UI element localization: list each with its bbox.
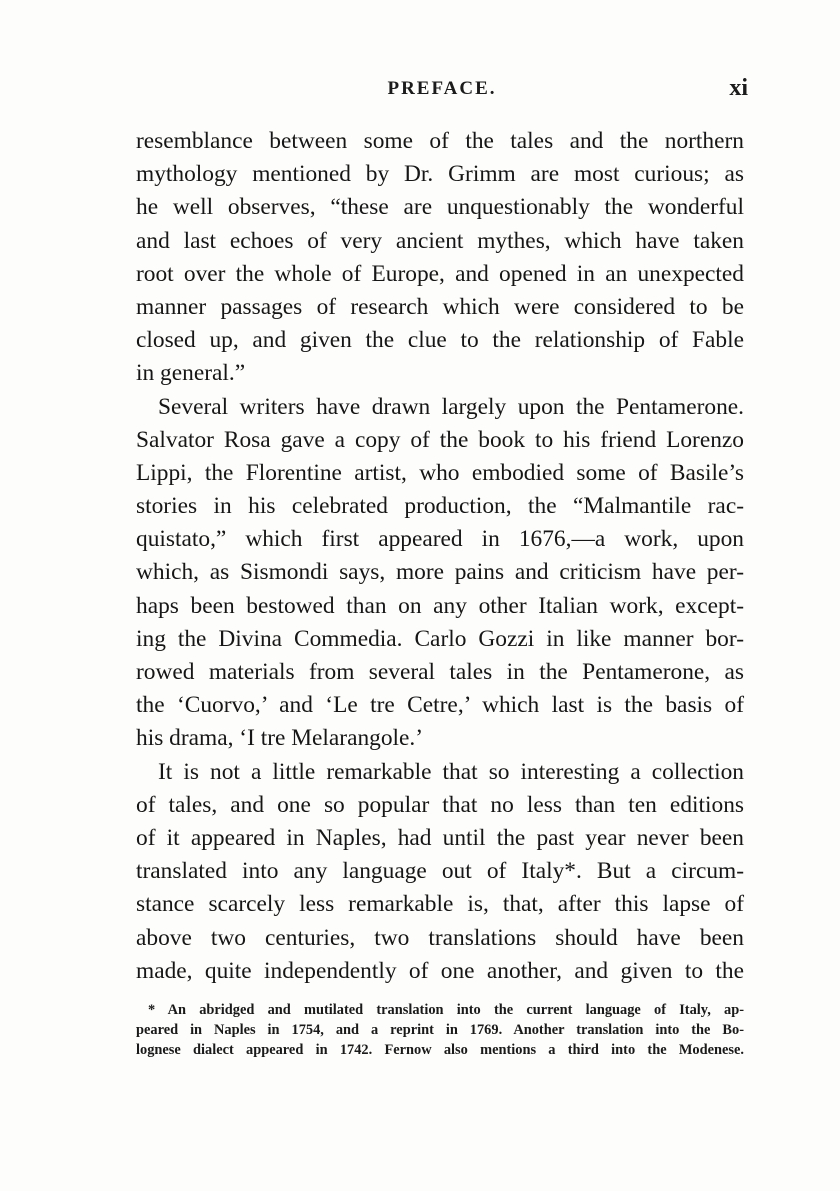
text-line: stance scarcely less remarkable is, that, after this lapse of: [136, 891, 744, 918]
text-line: his drama, ‘I tre Melarangole.’: [136, 725, 424, 752]
paragraph-3: [136, 756, 744, 988]
text-line: closed up, and given the clue to the relationship of Fable: [136, 327, 744, 354]
text-line: mythology mentioned by Dr. Grimm are most curious; as: [136, 161, 744, 188]
text-line: in general.”: [136, 360, 246, 387]
text-line: of tales, and one so popular that no less than ten editions: [136, 791, 744, 818]
text-line: above two centuries, two translations should have been: [136, 924, 744, 951]
text-line: Salvator Rosa gave a copy of the book to his friend Lorenzo: [136, 426, 744, 453]
running-head: [136, 75, 748, 108]
text-line: resemblance between some of the tales and the northern: [136, 128, 744, 154]
footnote-line: peared in Naples in 1754, and a reprint in 1769. Another translation into the Bo-: [136, 1022, 744, 1038]
text-line: quistato,” which first appeared in 1676,—a work, upon: [136, 526, 744, 553]
paragraph-2: [136, 391, 744, 756]
page-number: xi: [729, 75, 748, 101]
footnote: [136, 1000, 744, 1060]
text-line: translated into any language out of Italy*. But a circum-: [136, 858, 744, 885]
body-text: [136, 125, 744, 988]
running-title: PREFACE.: [387, 78, 497, 99]
text-line: which, as Sismondi says, more pains and criticism have per-: [136, 559, 744, 586]
text-line: root over the whole of Europe, and opened in an unexpected: [136, 260, 744, 287]
paragraph-1: [136, 125, 744, 391]
text-line: and last echoes of very ancient mythes, which have taken: [136, 227, 744, 254]
footnote-line: lognese dialect appeared in 1742. Fernow also mentions a third into the Modenese.: [136, 1042, 744, 1058]
text-line: Several writers have drawn largely upon the Pentamerone.: [158, 393, 744, 420]
footnote-line: * An abridged and mutilated translation into the current language of Italy, ap-: [148, 1002, 744, 1018]
text-line: It is not a little remarkable that so interesting a collection: [158, 758, 744, 785]
text-line: the ‘Cuorvo,’ and ‘Le tre Cetre,’ which last is the basis of: [136, 692, 744, 719]
text-line: he well observes, “these are unquestionably the wonderful: [136, 194, 744, 221]
text-line: Lippi, the Florentine artist, who embodied some of Basile’s: [136, 459, 744, 486]
text-line: made, quite independently of one another, and given to the: [136, 957, 744, 984]
text-line: manner passages of research which were considered to be: [136, 293, 744, 320]
text-line: of it appeared in Naples, had until the past year never been: [136, 824, 744, 851]
text-line: haps been bestowed than on any other Italian work, except-: [136, 592, 744, 619]
text-line: rowed materials from several tales in the Pentamerone, as: [136, 659, 744, 685]
text-line: ing the Divina Commedia. Carlo Gozzi in like manner bor-: [136, 625, 744, 652]
text-line: stories in his celebrated production, the “Malmantile rac-: [136, 493, 744, 520]
